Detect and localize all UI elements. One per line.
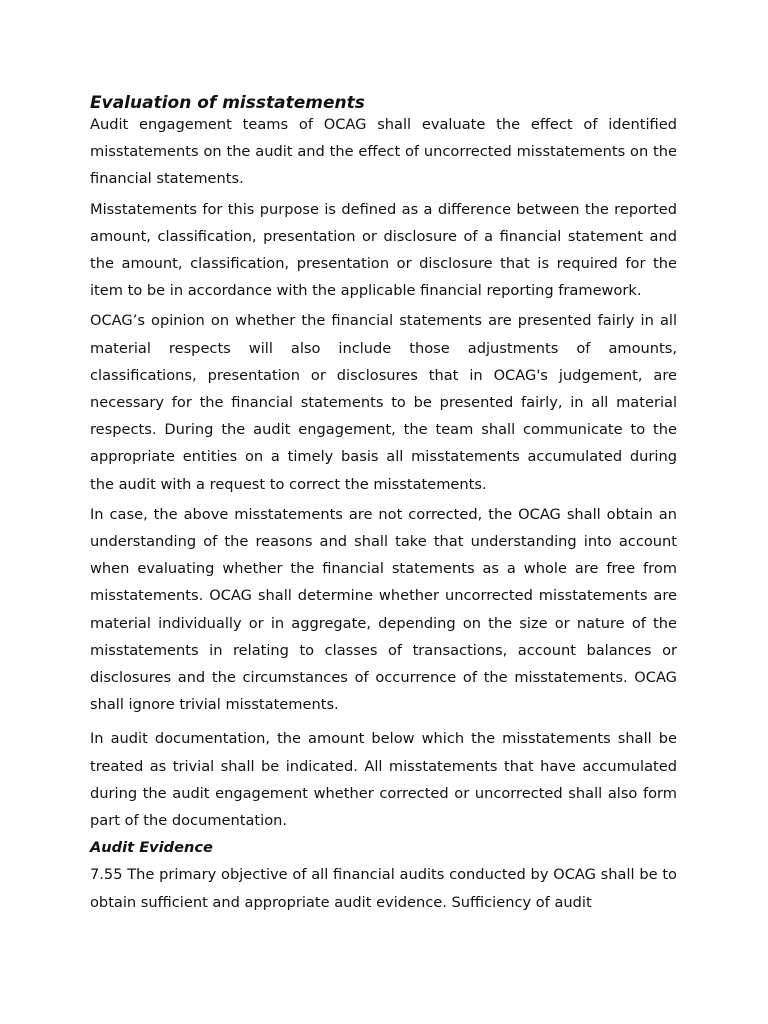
paragraph-evaluate-effect: Audit engagement teams of OCAG shall evaluate the effect of identified misstatements on the audit and the effect of uncorrected misstatements on the financial statements. [90,116,677,188]
paragraph-uncorrected-misstatements: In case, the above misstatements are not corrected, the OCAG shall obtain an understanding of the reasons and shall take that understanding into account when evaluating whether the financial statements as a whole are free from misstatements. OCAG shall determine whether uncorrected misstatements are material individually or in aggregate, depending on the size or nature of the misstatements in relating to classes of transactions, account balances or disclosures and the circumstances of occurrence of the misstatements. OCAG shall ignore trivial misstatements. [90,505,677,714]
paragraph-misstatement-definition: Misstatements for this purpose is defined as a difference between the reported amount, classification, presentation or disclosure of a financial statement and the amount, classification, presentation or disclosure that is required for the item to be in accordance with the applicable financial reporting framework. [90,200,677,300]
section-title: Evaluation of misstatements [90,93,365,113]
paragraph-ocag-opinion: OCAG’s opinion on whether the financial statements are presented fairly in all material respects will also include those adjustments of amounts, classifications, presentation or disclosures that in OCAG's judgement, are necessary for the financial statements to be presented fairly, in all material respects. During the audit engagement, the team shall communicate to the appropriate entities on a timely basis all misstatements accumulated during the audit with a request to correct the misstatements. [90,312,677,493]
paragraph-audit-documentation: In audit documentation, the amount below which the misstatements shall be treated as trivial shall be indicated. All misstatements that have accumulated during the audit engagement whether corrected or uncorrected shall also form part of the documentation. [90,730,677,830]
paragraph-7-55: 7.55 The primary objective of all financial audits conducted by OCAG shall be to obtain sufficient and appropriate audit evidence. Sufficiency of audit [90,866,677,911]
subheading-audit-evidence: Audit Evidence [90,839,213,857]
document-page [90,92,677,916]
